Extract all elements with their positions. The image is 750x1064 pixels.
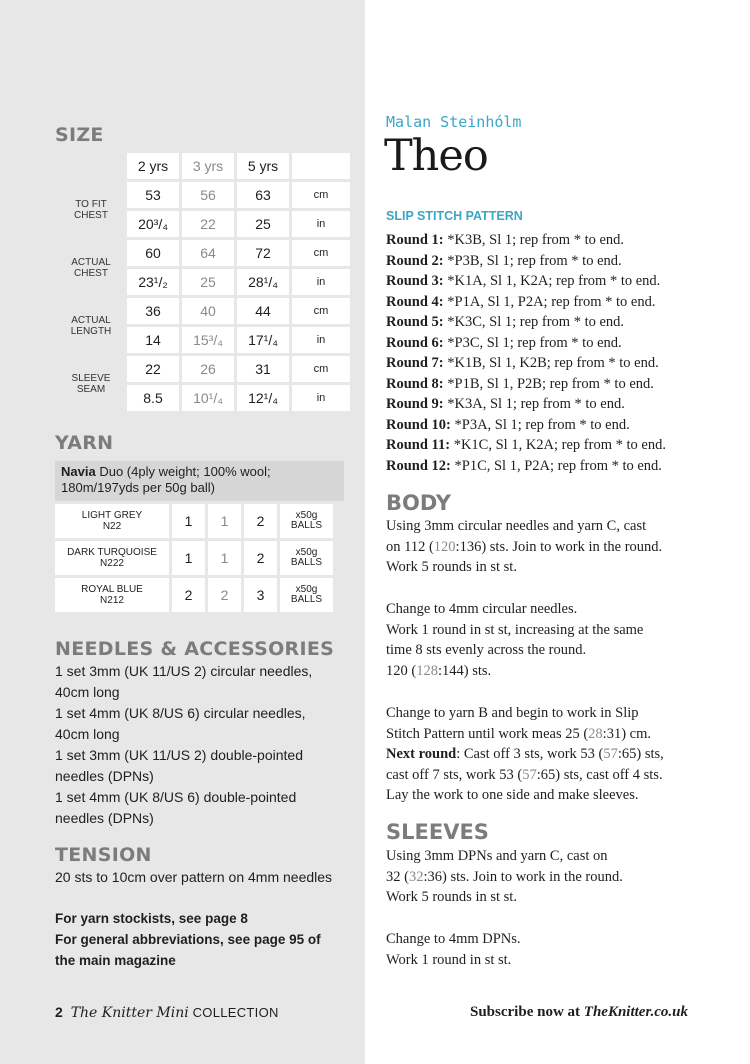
tension-heading: TENSION: [55, 844, 152, 866]
collection-label: COLLECTION: [192, 1005, 279, 1020]
yarn-qty: 1: [208, 541, 241, 575]
size-cell: 64: [182, 240, 234, 266]
size-cell: 40: [182, 298, 234, 324]
pattern-title: Theo: [384, 131, 488, 181]
sleeves-paragraph-1: Using 3mm DPNs and yarn C, cast on 32 (32:36) sts. Join to work in the round. Work 5 rounds in st st.: [386, 848, 623, 905]
round-line: Round 8: *P1B, Sl 1, P2B; rep from * to end.: [386, 375, 654, 392]
size-unit: in: [292, 211, 350, 237]
size-row-label: ACTUAL LENGTH: [70, 314, 112, 337]
yarn-colour: LIGHT GREY N22: [55, 504, 169, 538]
yarn-qty: 1: [172, 504, 205, 538]
size-row-label: SLEEVE SEAM: [71, 372, 111, 395]
yarn-brand: Navia: [61, 464, 96, 479]
round-line: Round 3: *K1A, Sl 1, K2A; rep from * to end.: [386, 273, 661, 289]
size-cell: 36: [127, 298, 179, 324]
yarn-heading: YARN: [55, 432, 114, 454]
size-cell: 44: [237, 298, 289, 324]
designer-name: Malan Steinhólm: [386, 113, 522, 131]
body-heading: BODY: [386, 491, 451, 515]
size-cell: 17¹/₄: [237, 327, 289, 353]
rounds-list: [386, 230, 716, 476]
size-cell: 53: [127, 182, 179, 208]
size-unit: cm: [292, 240, 350, 266]
size-cell: 15³/₄: [182, 327, 234, 353]
size-cell: 20³/₄: [127, 211, 179, 237]
page-number: 2: [55, 1004, 63, 1020]
website-link[interactable]: TheKnitter.co.uk: [583, 1004, 688, 1020]
size-unit: in: [292, 385, 350, 411]
size-cell: 14: [127, 327, 179, 353]
size-row-label: ACTUAL CHEST: [71, 256, 111, 279]
yarn-unit: x50g BALLS: [280, 541, 333, 575]
size-table: [55, 150, 353, 414]
yarn-qty: 1: [208, 504, 241, 538]
size-header: 2 yrs: [127, 153, 179, 179]
size-cell: 25: [237, 211, 289, 237]
round-line: Round 4: *P1A, Sl 1, P2A; rep from * to end.: [386, 293, 656, 310]
round-line: Round 1: *K3B, Sl 1; rep from * to end.: [386, 232, 625, 248]
size-cell: 28¹/₄: [237, 269, 289, 295]
size-cell: 22: [127, 356, 179, 382]
sleeves-paragraph-2: Change to 4mm DPNs. Work 1 round in st st.: [386, 931, 521, 968]
size-cell: 26: [182, 356, 234, 382]
size-heading: SIZE: [55, 124, 104, 146]
notes: For yarn stockists, see page 8 For general abbreviations, see page 95 of the main magazine: [55, 911, 321, 968]
yarn-table: [52, 501, 336, 615]
yarn-unit: x50g BALLS: [280, 504, 333, 538]
yarn-description: [55, 461, 344, 501]
tension-text: 20 sts to 10cm over pattern on 4mm needles: [55, 869, 333, 885]
body-paragraph-1: Using 3mm circular needles and yarn C, cast on 112 (120:136) sts. Join to work in the round. Work 5 rounds in st st.: [386, 518, 663, 575]
size-row-label: TO FIT CHEST: [74, 198, 108, 221]
size-cell: 22: [182, 211, 234, 237]
body-paragraph-2: Change to 4mm circular needles. Work 1 round in st st, increasing at the same time 8 sts evenly across the round. 120 (128:144) sts.: [386, 601, 644, 679]
size-cell: 8.5: [127, 385, 179, 411]
size-unit: in: [292, 269, 350, 295]
size-unit: cm: [292, 298, 350, 324]
size-cell: 72: [237, 240, 289, 266]
size-cell: 12¹/₄: [237, 385, 289, 411]
yarn-qty: 2: [244, 541, 277, 575]
yarn-qty: 2: [244, 504, 277, 538]
round-line: Round 11: *K1C, Sl 1, K2A; rep from * to end.: [386, 437, 666, 453]
round-line: Round 9: *K3A, Sl 1; rep from * to end.: [386, 396, 625, 412]
round-line: Round 10: *P3A, Sl 1; rep from * to end.: [386, 416, 630, 433]
needles-list: 1 set 3mm (UK 11/US 2) circular needles, 40cm long 1 set 4mm (UK 8/US 6) circular needles, 40cm long 1 set 3mm (UK 11/US 2) double-pointed needles (DPNs) 1 set 4mm (UK 8/US 6) double-pointed needles (DPNs): [55, 663, 313, 826]
sleeves-heading: SLEEVES: [386, 820, 489, 844]
needles-heading: NEEDLES & ACCESSORIES: [55, 638, 335, 660]
yarn-unit: x50g BALLS: [280, 578, 333, 612]
size-cell: 25: [182, 269, 234, 295]
yarn-colour: ROYAL BLUE N212: [55, 578, 169, 612]
size-unit: cm: [292, 182, 350, 208]
magazine-brand: The Knitter Mini: [70, 1005, 189, 1021]
size-cell: 63: [237, 182, 289, 208]
footer-left: [55, 1004, 279, 1021]
size-cell: 56: [182, 182, 234, 208]
size-header: 3 yrs: [182, 153, 234, 179]
size-unit: in: [292, 327, 350, 353]
size-cell: 10¹/₄: [182, 385, 234, 411]
yarn-qty: 2: [208, 578, 241, 612]
yarn-qty: 3: [244, 578, 277, 612]
body-paragraph-3: Change to yarn B and begin to work in Slip Stitch Pattern until work meas 25 (28:31) cm. Next round: Cast off 3 sts, work 53 (57:65) sts, cast off 7 sts, work 53 (57:65) sts, cast off 4 sts. Lay the work to one side and make sleeves.: [386, 705, 664, 803]
round-line: Round 5: *K3C, Sl 1; rep from * to end.: [386, 314, 625, 330]
yarn-qty: 1: [172, 541, 205, 575]
size-cell: 60: [127, 240, 179, 266]
yarn-qty: 2: [172, 578, 205, 612]
yarn-desc: Duo (4ply weight; 100% wool; 180m/197yds per 50g ball): [61, 464, 271, 495]
size-unit: cm: [292, 356, 350, 382]
slip-stitch-heading: SLIP STITCH PATTERN: [386, 209, 523, 223]
size-cell: 31: [237, 356, 289, 382]
yarn-colour: DARK TURQUOISE N222: [55, 541, 169, 575]
round-line: Round 12: *P1C, Sl 1, P2A; rep from * to end.: [386, 457, 662, 474]
round-line: Round 6: *P3C, Sl 1; rep from * to end.: [386, 334, 622, 351]
footer-right: Subscribe now at TheKnitter.co.uk: [470, 1004, 688, 1020]
size-header: 5 yrs: [237, 153, 289, 179]
round-line: Round 2: *P3B, Sl 1; rep from * to end.: [386, 252, 622, 269]
size-cell: 23¹/₂: [127, 269, 179, 295]
round-line: Round 7: *K1B, Sl 1, K2B; rep from * to end.: [386, 355, 659, 371]
